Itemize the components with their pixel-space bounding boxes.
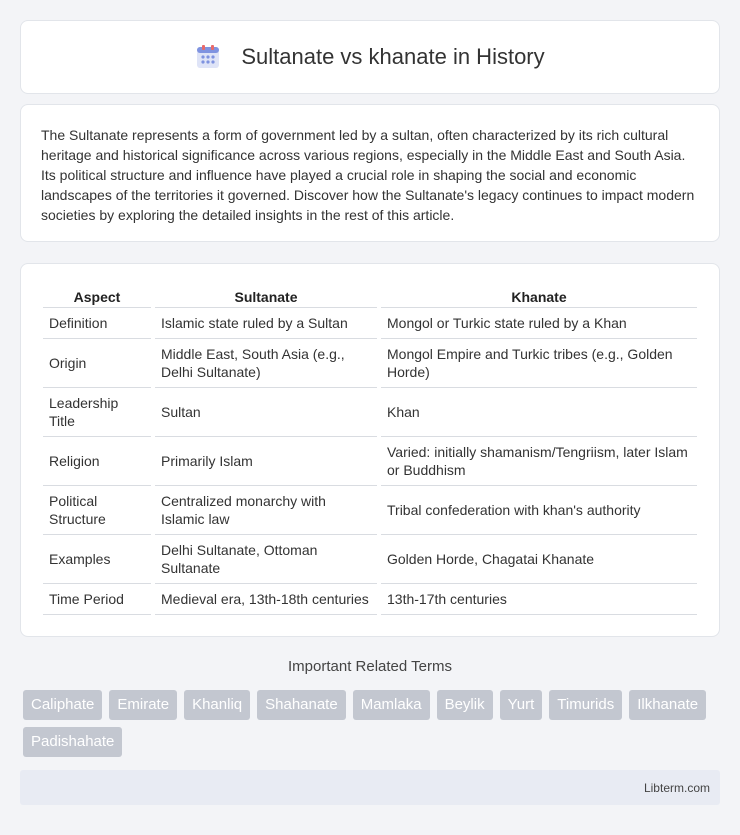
row-sultanate: Primarily Islam — [155, 437, 377, 486]
tag-caliphate[interactable]: Caliphate — [23, 690, 102, 720]
row-khanate: Golden Horde, Chagatai Khanate — [381, 535, 697, 584]
row-khanate: Varied: initially shamanism/Tengriism, later Islam or Buddhism — [381, 437, 697, 486]
row-aspect: Religion — [43, 437, 151, 486]
row-aspect: Political Structure — [43, 486, 151, 535]
tag-yurt[interactable]: Yurt — [500, 690, 543, 720]
tag-emirate[interactable]: Emirate — [109, 690, 177, 720]
table-row — [43, 584, 697, 615]
column-header-sultanate: Sultanate — [155, 282, 377, 308]
row-khanate: 13th-17th centuries — [381, 584, 697, 615]
row-sultanate: Middle East, South Asia (e.g., Delhi Sultanate) — [155, 339, 377, 388]
row-sultanate: Medieval era, 13th-18th centuries — [155, 584, 377, 615]
row-khanate: Khan — [381, 388, 697, 437]
row-aspect: Leadership Title — [43, 388, 151, 437]
table-row — [43, 308, 697, 339]
row-aspect: Definition — [43, 308, 151, 339]
table-row — [43, 388, 697, 437]
row-sultanate: Centralized monarchy with Islamic law — [155, 486, 377, 535]
tag-timurids[interactable]: Timurids — [549, 690, 622, 720]
column-header-khanate: Khanate — [381, 282, 697, 308]
row-khanate: Mongol or Turkic state ruled by a Khan — [381, 308, 697, 339]
header-card — [20, 20, 720, 94]
row-khanate: Mongol Empire and Turkic tribes (e.g., Golden Horde) — [381, 339, 697, 388]
comparison-table — [39, 282, 701, 615]
column-header-aspect: Aspect — [43, 282, 151, 308]
table-row — [43, 486, 697, 535]
row-khanate: Tribal confederation with khan's authority — [381, 486, 697, 535]
table-row — [43, 437, 697, 486]
row-aspect: Time Period — [43, 584, 151, 615]
tag-padishahate[interactable]: Padishahate — [23, 727, 122, 757]
related-terms-title: Important Related Terms — [288, 658, 452, 675]
table-header-row — [43, 282, 697, 308]
intro-text: The Sultanate represents a form of government led by a sultan, often characterized by its rich cultural heritage and historical significance across various regions, especially in the Middle East and South Asia. Its political structure and influence have played a crucial role in shaping the social and economic landscapes of the territories it governed. Discover how the Sultanate's legacy continues to impact modern societies by exploring the detailed insights in the rest of this article. — [41, 127, 695, 223]
row-sultanate: Islamic state ruled by a Sultan — [155, 308, 377, 339]
calendar-icon — [195, 44, 221, 70]
tag-mamlaka[interactable]: Mamlaka — [353, 690, 430, 720]
tag-khanliq[interactable]: Khanliq — [184, 690, 250, 720]
tag-ilkhanate[interactable]: Ilkhanate — [629, 690, 706, 720]
row-sultanate: Delhi Sultanate, Ottoman Sultanate — [155, 535, 377, 584]
related-terms-list — [23, 690, 723, 757]
footer — [20, 770, 720, 805]
intro-card — [20, 104, 720, 242]
footer-site-link[interactable]: Libterm.com — [643, 780, 710, 795]
table-row — [43, 339, 697, 388]
row-aspect: Examples — [43, 535, 151, 584]
page-title: Sultanate vs khanate in History — [241, 44, 545, 69]
tag-shahanate[interactable]: Shahanate — [257, 690, 346, 720]
tag-beylik[interactable]: Beylik — [437, 690, 493, 720]
row-sultanate: Sultan — [155, 388, 377, 437]
table-row — [43, 535, 697, 584]
row-aspect: Origin — [43, 339, 151, 388]
comparison-table-card — [20, 263, 720, 637]
